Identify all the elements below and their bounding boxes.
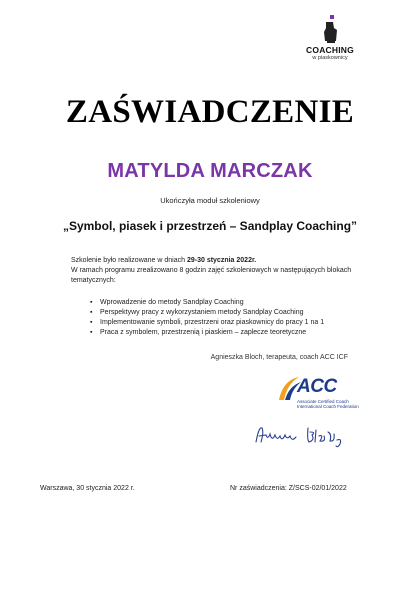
dates-line: [71, 256, 371, 266]
logo-title: COACHING: [306, 45, 354, 55]
module-title: „Symbol, piasek i przestrzeń – Sandplay Coaching”: [62, 219, 358, 233]
acc-line2: International Coach Federation: [297, 404, 359, 409]
program-description: W ramach programu zrealizowano 8 godzin zajęć szkoleniowych w następujących blokach tematycznych:: [71, 267, 352, 284]
signer-line: Agnieszka Bloch, terapeuta, coach ACC ICF: [210, 354, 348, 361]
acc-line1: Associate Certified Coach: [297, 399, 349, 404]
recipient-name: MATYLDA MARCZAK: [107, 160, 313, 182]
coaching-logo: [300, 14, 360, 61]
handwritten-signature-icon: [252, 420, 352, 450]
completed-text: Ukończyła moduł szkoleniowy: [160, 196, 260, 205]
list-item: ▪ Implementowanie symboli, przestrzeni oraz piaskownicy do pracy 1 na 1: [90, 318, 380, 328]
dates-bold: 29-30 stycznia 2022r.: [186, 257, 257, 264]
signature: [252, 420, 352, 455]
acc-word: ACC: [297, 376, 337, 397]
document-title: ZAŚWIADCZENIE: [65, 94, 355, 130]
certificate-number: Nr zaświadczenia: Z/SCS-02/01/2022: [230, 485, 347, 492]
hand-sand-icon: [317, 14, 343, 44]
list-item: ▪ Perspektywy pracy z wykorzystaniem metody Sandplay Coaching: [90, 308, 380, 318]
dates-prefix: Szkolenie było realizowane w dniach: [71, 257, 187, 264]
topics-list: [90, 298, 380, 338]
list-item: ▪ Praca z symbolem, przestrzenią i piaskiem – zaplecze teoretyczne: [90, 328, 380, 338]
list-item: ▪ Wprowadzenie do metody Sandplay Coaching: [90, 298, 380, 308]
place-date: Warszawa, 30 stycznia 2022 r.: [40, 485, 135, 492]
body-text: [71, 256, 371, 286]
logo-subtitle: w piaskownicy: [312, 55, 348, 61]
